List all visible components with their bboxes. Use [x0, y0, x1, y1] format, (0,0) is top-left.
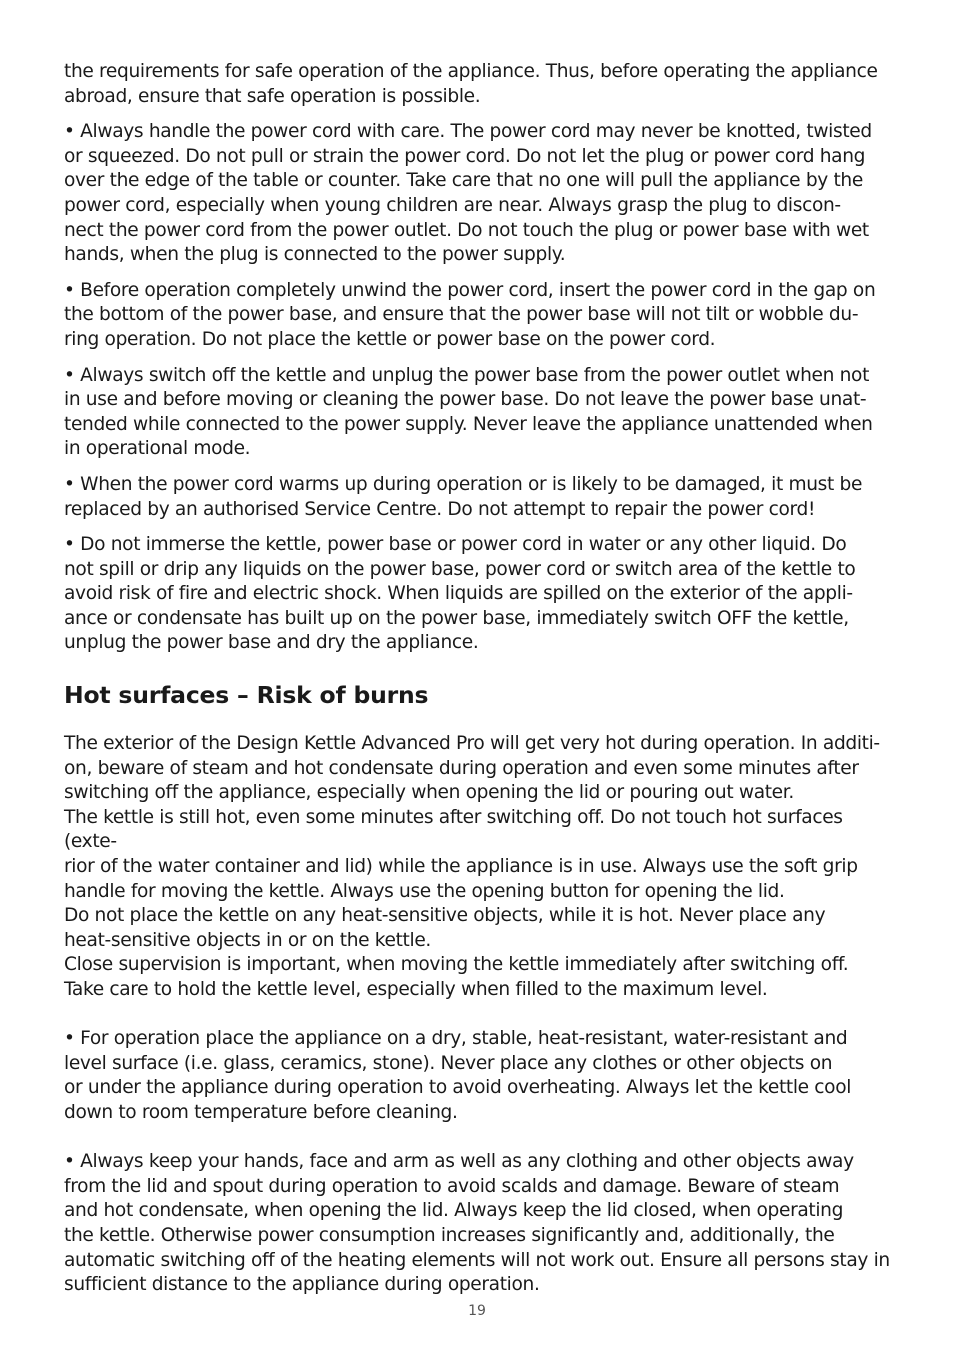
- hot-surfaces-paragraph: [64, 732, 892, 1298]
- unwind-cord-bullet: [64, 279, 892, 353]
- text-line: ring operation. Do not place the kettle or power base on the power cord.: [64, 328, 716, 350]
- text-line: • Before operation completely unwind the power cord, insert the power cord in the gap on: [64, 279, 876, 301]
- text-line: and hot condensate, when opening the lid. Always keep the lid closed, when operating: [64, 1200, 844, 1222]
- text-line: • Always switch off the kettle and unplug the power base from the power outlet when not: [64, 364, 870, 386]
- text-line: hands, when the plug is connected to the power supply.: [64, 244, 566, 266]
- text-line: • Always handle the power cord with care. The power cord may never be knotted, twisted: [64, 121, 872, 143]
- cord-handling-bullet: [64, 120, 892, 268]
- text-line: rior of the water container and lid) while the appliance is in use. Always use the soft grip: [64, 856, 858, 878]
- blank-line: [64, 1003, 892, 1028]
- cord-damage-bullet: [64, 473, 892, 522]
- text-line: avoid risk of fire and electric shock. When liquids are spilled on the exterior of the appli-: [64, 583, 853, 605]
- text-line: or squeezed. Do not pull or strain the power cord. Do not let the plug or power cord hang: [64, 145, 866, 167]
- text-line: not spill or drip any liquids on the power base, power cord or switch area of the kettle to: [64, 558, 856, 580]
- text-line: on, beware of steam and hot condensate during operation and even some minutes after: [64, 757, 859, 779]
- text-line: power cord, especially when young children are near. Always grasp the plug to discon-: [64, 194, 841, 216]
- text-line: heat-sensitive objects in or on the kettle.: [64, 929, 431, 951]
- text-line: • Do not immerse the kettle, power base or power cord in water or any other liquid. Do: [64, 534, 847, 556]
- text-line: nect the power cord from the power outlet. Do not touch the plug or power base with wet: [64, 219, 869, 241]
- page-number: 19: [468, 1303, 486, 1319]
- text-line: • For operation place the appliance on a dry, stable, heat-resistant, water-resistant and: [64, 1028, 848, 1050]
- text-line: sufficient distance to the appliance during operation.: [64, 1274, 540, 1296]
- text-line: • When the power cord warms up during operation or is likely to be damaged, it must be: [64, 473, 863, 495]
- text-line: switching off the appliance, especially when opening the lid or pouring out water.: [64, 782, 794, 804]
- text-line: The exterior of the Design Kettle Advanced Pro will get very hot during operation. In additi-: [64, 733, 880, 755]
- intro-paragraph: [64, 60, 892, 109]
- page-content: [64, 60, 892, 1309]
- text-line: in use and before moving or cleaning the power base. Do not leave the power base unat-: [64, 389, 867, 411]
- text-line: Take care to hold the kettle level, especially when filled to the maximum level.: [64, 979, 768, 1000]
- text-line: The kettle is still hot, even some minutes after switching off. Do not touch hot surfaces (exte-: [64, 806, 843, 853]
- text-line: Close supervision is important, when moving the kettle immediately after switching off.: [64, 954, 849, 976]
- text-line: in operational mode.: [64, 438, 251, 460]
- text-line: Do not place the kettle on any heat-sensitive objects, while it is hot. Never place any: [64, 905, 826, 927]
- text-line: the kettle. Otherwise power consumption increases significantly and, additionally, the: [64, 1224, 835, 1246]
- text-line: abroad, ensure that safe operation is possible.: [64, 85, 481, 107]
- text-line: over the edge of the table or counter. Take care that no one will pull the appliance by the: [64, 170, 863, 192]
- text-line: the bottom of the power base, and ensure that the power base will not tilt or wobble du-: [64, 304, 859, 326]
- switch-off-bullet: [64, 364, 892, 462]
- text-line: level surface (i.e. glass, ceramics, stone). Never place any clothes or other objects on: [64, 1052, 833, 1074]
- text-line: the requirements for safe operation of the appliance. Thus, before operating the appliance: [64, 61, 878, 82]
- text-line: handle for moving the kettle. Always use the opening button for opening the lid.: [64, 880, 785, 902]
- text-line: replaced by an authorised Service Centre. Do not attempt to repair the power cord!: [64, 498, 816, 520]
- text-line: • Always keep your hands, face and arm as well as any clothing and other objects away: [64, 1151, 854, 1173]
- text-line: tended while connected to the power supply. Never leave the appliance unattended when: [64, 413, 873, 435]
- text-line: ance or condensate has built up on the power base, immediately switch OFF the kettle,: [64, 607, 849, 629]
- text-line: automatic switching off of the heating elements will not work out. Ensure all persons stay in: [64, 1249, 890, 1271]
- text-line: from the lid and spout during operation to avoid scalds and damage. Beware of steam: [64, 1175, 840, 1197]
- liquids-bullet: [64, 533, 892, 656]
- section-heading: Hot surfaces – Risk of burns: [64, 681, 429, 710]
- text-line: unplug the power base and dry the appliance.: [64, 632, 479, 654]
- blank-line: [64, 1126, 892, 1151]
- text-line: down to room temperature before cleaning.: [64, 1101, 458, 1123]
- text-line: or under the appliance during operation to avoid overheating. Always let the kettle cool: [64, 1077, 852, 1099]
